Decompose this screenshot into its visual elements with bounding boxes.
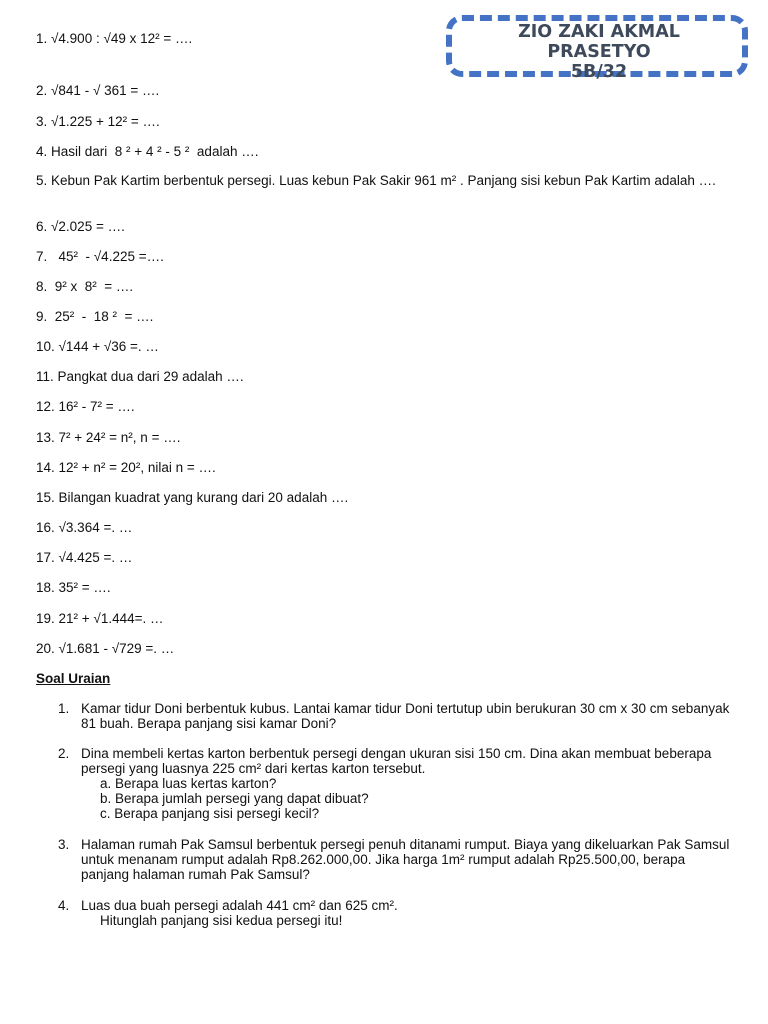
question-18: 18. 35² = …. (36, 580, 111, 595)
question-6: 6. √2.025 = …. (36, 219, 125, 234)
essay-number-4: 4. (58, 898, 70, 913)
essay-number-3: 3. (58, 837, 70, 852)
question-5: 5. Kebun Pak Kartim berbentuk persegi. Luas kebun Pak Sakir 961 m² . Panjang sisi kebun Pak Kartim adalah …. (36, 173, 716, 188)
question-19: 19. 21² + √1.444=. … (36, 611, 164, 626)
question-12: 12. 16² - 7² = …. (36, 399, 135, 414)
essay-4-continuation: Hitunglah panjang sisi kedua persegi itu! (100, 913, 343, 928)
question-16: 16. √3.364 =. … (36, 520, 133, 535)
question-15: 15. Bilangan kuadrat yang kurang dari 20 adalah …. (36, 490, 349, 505)
student-name-label: ZIO ZAKI AKMAL PRASETYO 5B/32 (518, 22, 680, 82)
question-1: 1. √4.900 : √49 x 12² = …. (36, 31, 193, 46)
question-13: 13. 7² + 24² = n², n = …. (36, 430, 181, 445)
question-7: 7. 45² - √4.225 =…. (36, 249, 164, 264)
question-17: 17. √4.425 =. … (36, 550, 133, 565)
essay-question-1: Kamar tidur Doni berbentuk kubus. Lantai kamar tidur Doni tertutup ubin berukuran 30 cm x 30 cm sebanyak 81 buah. Berapa panjang sisi kamar Doni? (81, 701, 730, 731)
essay-question-2: Dina membeli kertas karton berbentuk persegi dengan ukuran sisi 150 cm. Dina akan membuat beberapa persegi yang luasnya 225 cm² dari kertas karton tersebut. (81, 746, 712, 776)
question-3: 3. √1.225 + 12² = …. (36, 114, 160, 129)
question-10: 10. √144 + √36 =. … (36, 339, 159, 354)
essay-number-1: 1. (58, 701, 70, 716)
question-2: 2. √841 - √ 361 = …. (36, 83, 160, 98)
question-14: 14. 12² + n² = 20², nilai n = …. (36, 460, 216, 475)
essay-2-sub-a: a. Berapa luas kertas karton? (100, 776, 277, 791)
essay-2-sub-b: b. Berapa jumlah persegi yang dapat dibuat? (100, 791, 369, 806)
question-9: 9. 25² - 18 ² = …. (36, 309, 154, 324)
question-4: 4. Hasil dari 8 ² + 4 ² - 5 ² adalah …. (36, 144, 259, 159)
essay-2-sub-c: c. Berapa panjang sisi persegi kecil? (100, 806, 320, 821)
essay-question-4: Luas dua buah persegi adalah 441 cm² dan 625 cm². (81, 898, 398, 913)
essay-heading: Soal Uraian (36, 671, 111, 686)
essay-number-2: 2. (58, 746, 70, 761)
question-8: 8. 9² x 8² = …. (36, 279, 134, 294)
question-11: 11. Pangkat dua dari 29 adalah …. (36, 369, 244, 384)
question-20: 20. √1.681 - √729 =. … (36, 641, 175, 656)
essay-question-3: Halaman rumah Pak Samsul berbentuk persegi penuh ditanami rumput. Biaya yang dikeluarkan Pak Samsul untuk menanam rumput adalah Rp8.262.000,00. Jika harga 1m² rumput adalah Rp25.500,00, berapa panjang halaman rumah Pak Samsul? (81, 837, 730, 882)
